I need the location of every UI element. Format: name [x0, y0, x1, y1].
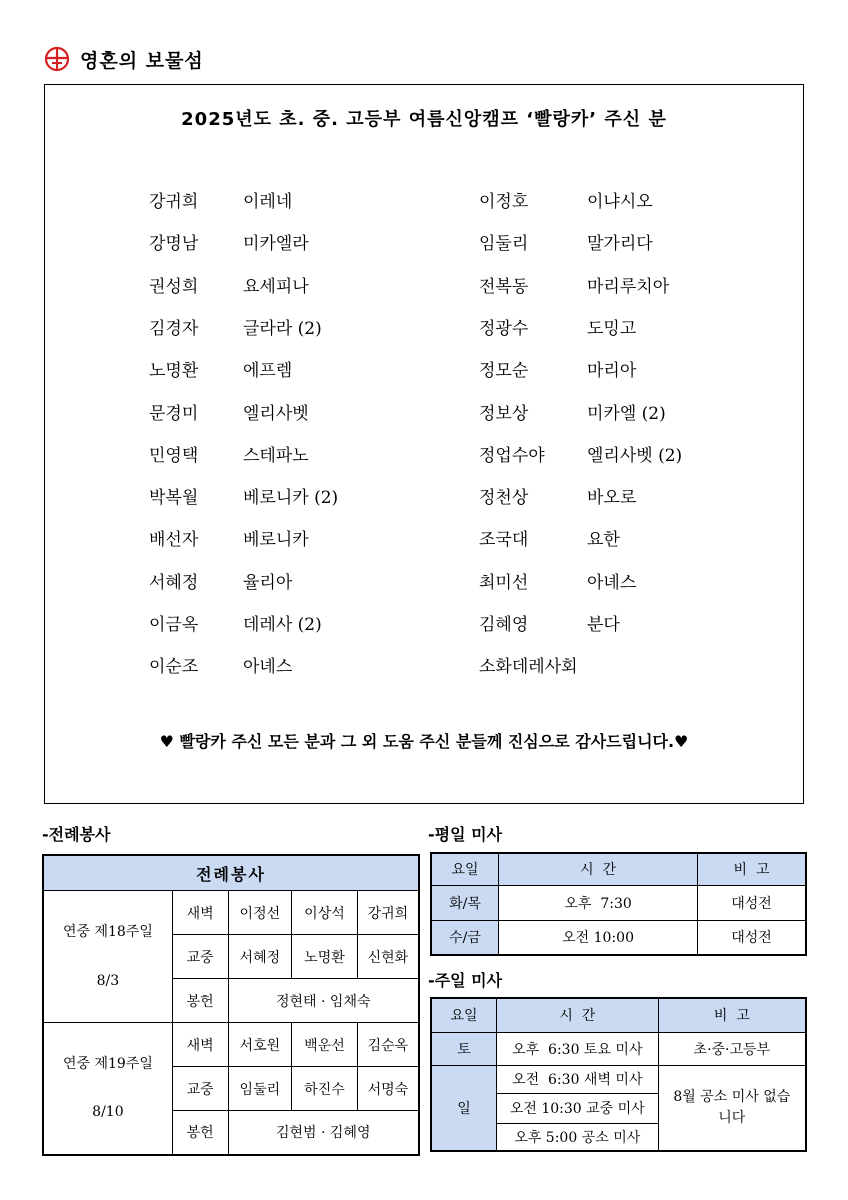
- server-cell: 강귀희: [357, 891, 419, 935]
- role-cell: 새벽: [172, 1023, 228, 1067]
- mass-time-cell: 오전 10:30 교중 미사: [496, 1093, 658, 1123]
- donor-name: 노명환: [149, 361, 199, 382]
- donor-baptismal-name: 요한: [587, 530, 620, 551]
- page-header: [44, 44, 204, 74]
- donor-baptismal-name: 스테파노: [243, 445, 309, 466]
- mass-note-cell: 대성전: [698, 885, 806, 920]
- donor-name: 임둘리: [479, 234, 529, 255]
- mass-time-cell: 오후 6:30 토요 미사: [496, 1032, 658, 1065]
- mass-time-cell: 오전 10:00: [499, 920, 698, 955]
- donor-baptismal-name: 에프렘: [243, 361, 293, 382]
- offering-cell: 정현태 · 임채숙: [228, 979, 419, 1023]
- weekday-cell: 화/목: [431, 885, 499, 920]
- server-cell: 하진수: [292, 1067, 358, 1111]
- server-cell: 서명숙: [357, 1067, 419, 1111]
- server-cell: 백운선: [292, 1023, 358, 1067]
- donor-baptismal-name: 미카엘라: [243, 234, 309, 255]
- donor-name: 전복동: [479, 276, 529, 297]
- server-cell: 이정선: [228, 891, 292, 935]
- donor-baptismal-name: 아녜스: [243, 657, 293, 678]
- donor-baptismal-name: 요세피나: [243, 276, 309, 297]
- donor-name: 정모순: [479, 361, 529, 382]
- liturgy-section-label: -전례봉사: [42, 825, 111, 844]
- donor-name: 김혜영: [479, 615, 529, 635]
- donor-name: 문경미: [149, 403, 199, 424]
- donor-name: 배선자: [149, 530, 199, 551]
- donor-baptismal-name: 말가리다: [587, 234, 653, 255]
- col-header-time: 시 간: [496, 998, 658, 1032]
- donor-baptismal-name: 미카엘 (2): [587, 403, 666, 424]
- mass-note-cell: 대성전: [698, 920, 806, 955]
- donor-name: 소화데레사회: [479, 657, 578, 678]
- offering-cell: 김현범 · 김혜영: [228, 1111, 419, 1155]
- donor-baptismal-name: 분다: [587, 615, 620, 635]
- mass-time-cell: 오후 7:30: [499, 885, 698, 920]
- donor-name: 이정호: [479, 192, 529, 212]
- donor-name: 정업수야: [479, 445, 545, 466]
- donor-name: 정천상: [479, 488, 529, 509]
- donor-baptismal-name: 베로니카 (2): [243, 488, 339, 509]
- donor-thanks-box: [44, 84, 804, 804]
- weekday-mass-table: [430, 852, 807, 956]
- day-cell-saturday: 토: [431, 1032, 496, 1065]
- weekday-cell: 수/금: [431, 920, 499, 955]
- donor-baptismal-name: 베로니카: [243, 530, 309, 551]
- donor-baptismal-name: 아녜스: [587, 572, 637, 593]
- week-name: 연중 제18주일: [62, 924, 153, 941]
- role-cell: 봉헌: [172, 979, 228, 1023]
- donor-baptismal-name: 도밍고: [587, 318, 637, 339]
- role-cell: 봉헌: [172, 1111, 228, 1155]
- donor-name: 강명남: [149, 234, 199, 255]
- week-cell: [43, 891, 172, 1023]
- role-cell: 교중: [172, 1067, 228, 1111]
- mass-note-cell: [658, 1065, 806, 1151]
- donor-name: 조국대: [479, 530, 529, 551]
- col-header-day: 요일: [431, 853, 499, 885]
- donor-baptismal-name: 이레네: [243, 192, 293, 212]
- week-date: 8/3: [96, 972, 120, 989]
- col-header-note: 비 고: [698, 853, 806, 885]
- donor-name: 최미선: [479, 572, 529, 593]
- col-header-time: 시 간: [499, 853, 698, 885]
- donor-name: 이금옥: [149, 615, 199, 635]
- donor-baptismal-name: 엘리사벳: [243, 403, 309, 424]
- thanks-message: ♥ 빨랑카 주신 모든 분과 그 외 도움 주신 분들께 진심으로 감사드립니다.♥: [159, 732, 689, 751]
- donor-name: 권성희: [149, 276, 199, 297]
- donor-baptismal-name: 엘리사벳 (2): [587, 445, 683, 466]
- server-cell: 서혜정: [228, 935, 292, 979]
- donor-name: 강귀희: [149, 192, 199, 212]
- server-cell: 신현화: [357, 935, 419, 979]
- server-cell: 김순옥: [357, 1023, 419, 1067]
- donor-baptismal-name: 글라라 (2): [243, 318, 322, 339]
- cross-circle-icon: [44, 46, 70, 72]
- server-cell: 이상석: [292, 891, 358, 935]
- weekday-mass-section-label: -평일 미사: [428, 825, 503, 844]
- donor-name: 박복월: [149, 488, 199, 509]
- donor-name: 김경자: [149, 318, 199, 339]
- role-cell: 교중: [172, 935, 228, 979]
- mass-time-cell: 오후 5:00 공소 미사: [496, 1123, 658, 1151]
- server-cell: 서호원: [228, 1023, 292, 1067]
- donor-baptismal-name: 바오로: [587, 488, 637, 509]
- col-header-day: 요일: [431, 998, 496, 1032]
- week-cell: [43, 1023, 172, 1155]
- role-cell: 새벽: [172, 891, 228, 935]
- col-header-note: 비 고: [658, 998, 806, 1032]
- camp-title: 2025년도 초. 중. 고등부 여름신앙캠프 ‘빨랑카’ 주신 분: [181, 109, 667, 130]
- donor-baptismal-name: 데레사 (2): [243, 615, 322, 635]
- sunday-note-text: 8월 공소 미사 없습니다: [673, 1088, 791, 1126]
- day-cell-sunday: 일: [431, 1065, 496, 1151]
- sunday-mass-table: [430, 997, 807, 1152]
- mass-time-cell: 오전 6:30 새벽 미사: [496, 1065, 658, 1093]
- donor-baptismal-name: 마리루치아: [587, 276, 670, 297]
- donor-baptismal-name: 율리아: [243, 572, 293, 593]
- header-title: 영혼의 보물섬: [80, 49, 204, 72]
- liturgy-table: [42, 854, 420, 1156]
- sunday-mass-section-label: -주일 미사: [428, 971, 503, 990]
- donor-name: 서혜정: [149, 572, 199, 593]
- donor-name: 정광수: [479, 318, 529, 339]
- week-date: 8/10: [92, 1104, 124, 1121]
- donor-name: 민영택: [149, 445, 199, 466]
- donor-name: 정보상: [479, 403, 529, 424]
- server-cell: 노명환: [292, 935, 358, 979]
- donor-baptismal-name: 마리아: [587, 361, 637, 382]
- donor-baptismal-name: 이냐시오: [587, 192, 653, 212]
- server-cell: 임둘리: [228, 1067, 292, 1111]
- mass-note-cell: 초·중·고등부: [658, 1032, 806, 1065]
- week-name: 연중 제19주일: [62, 1055, 153, 1072]
- liturgy-table-title: 전례봉사: [43, 855, 419, 891]
- donor-name: 이순조: [149, 657, 199, 678]
